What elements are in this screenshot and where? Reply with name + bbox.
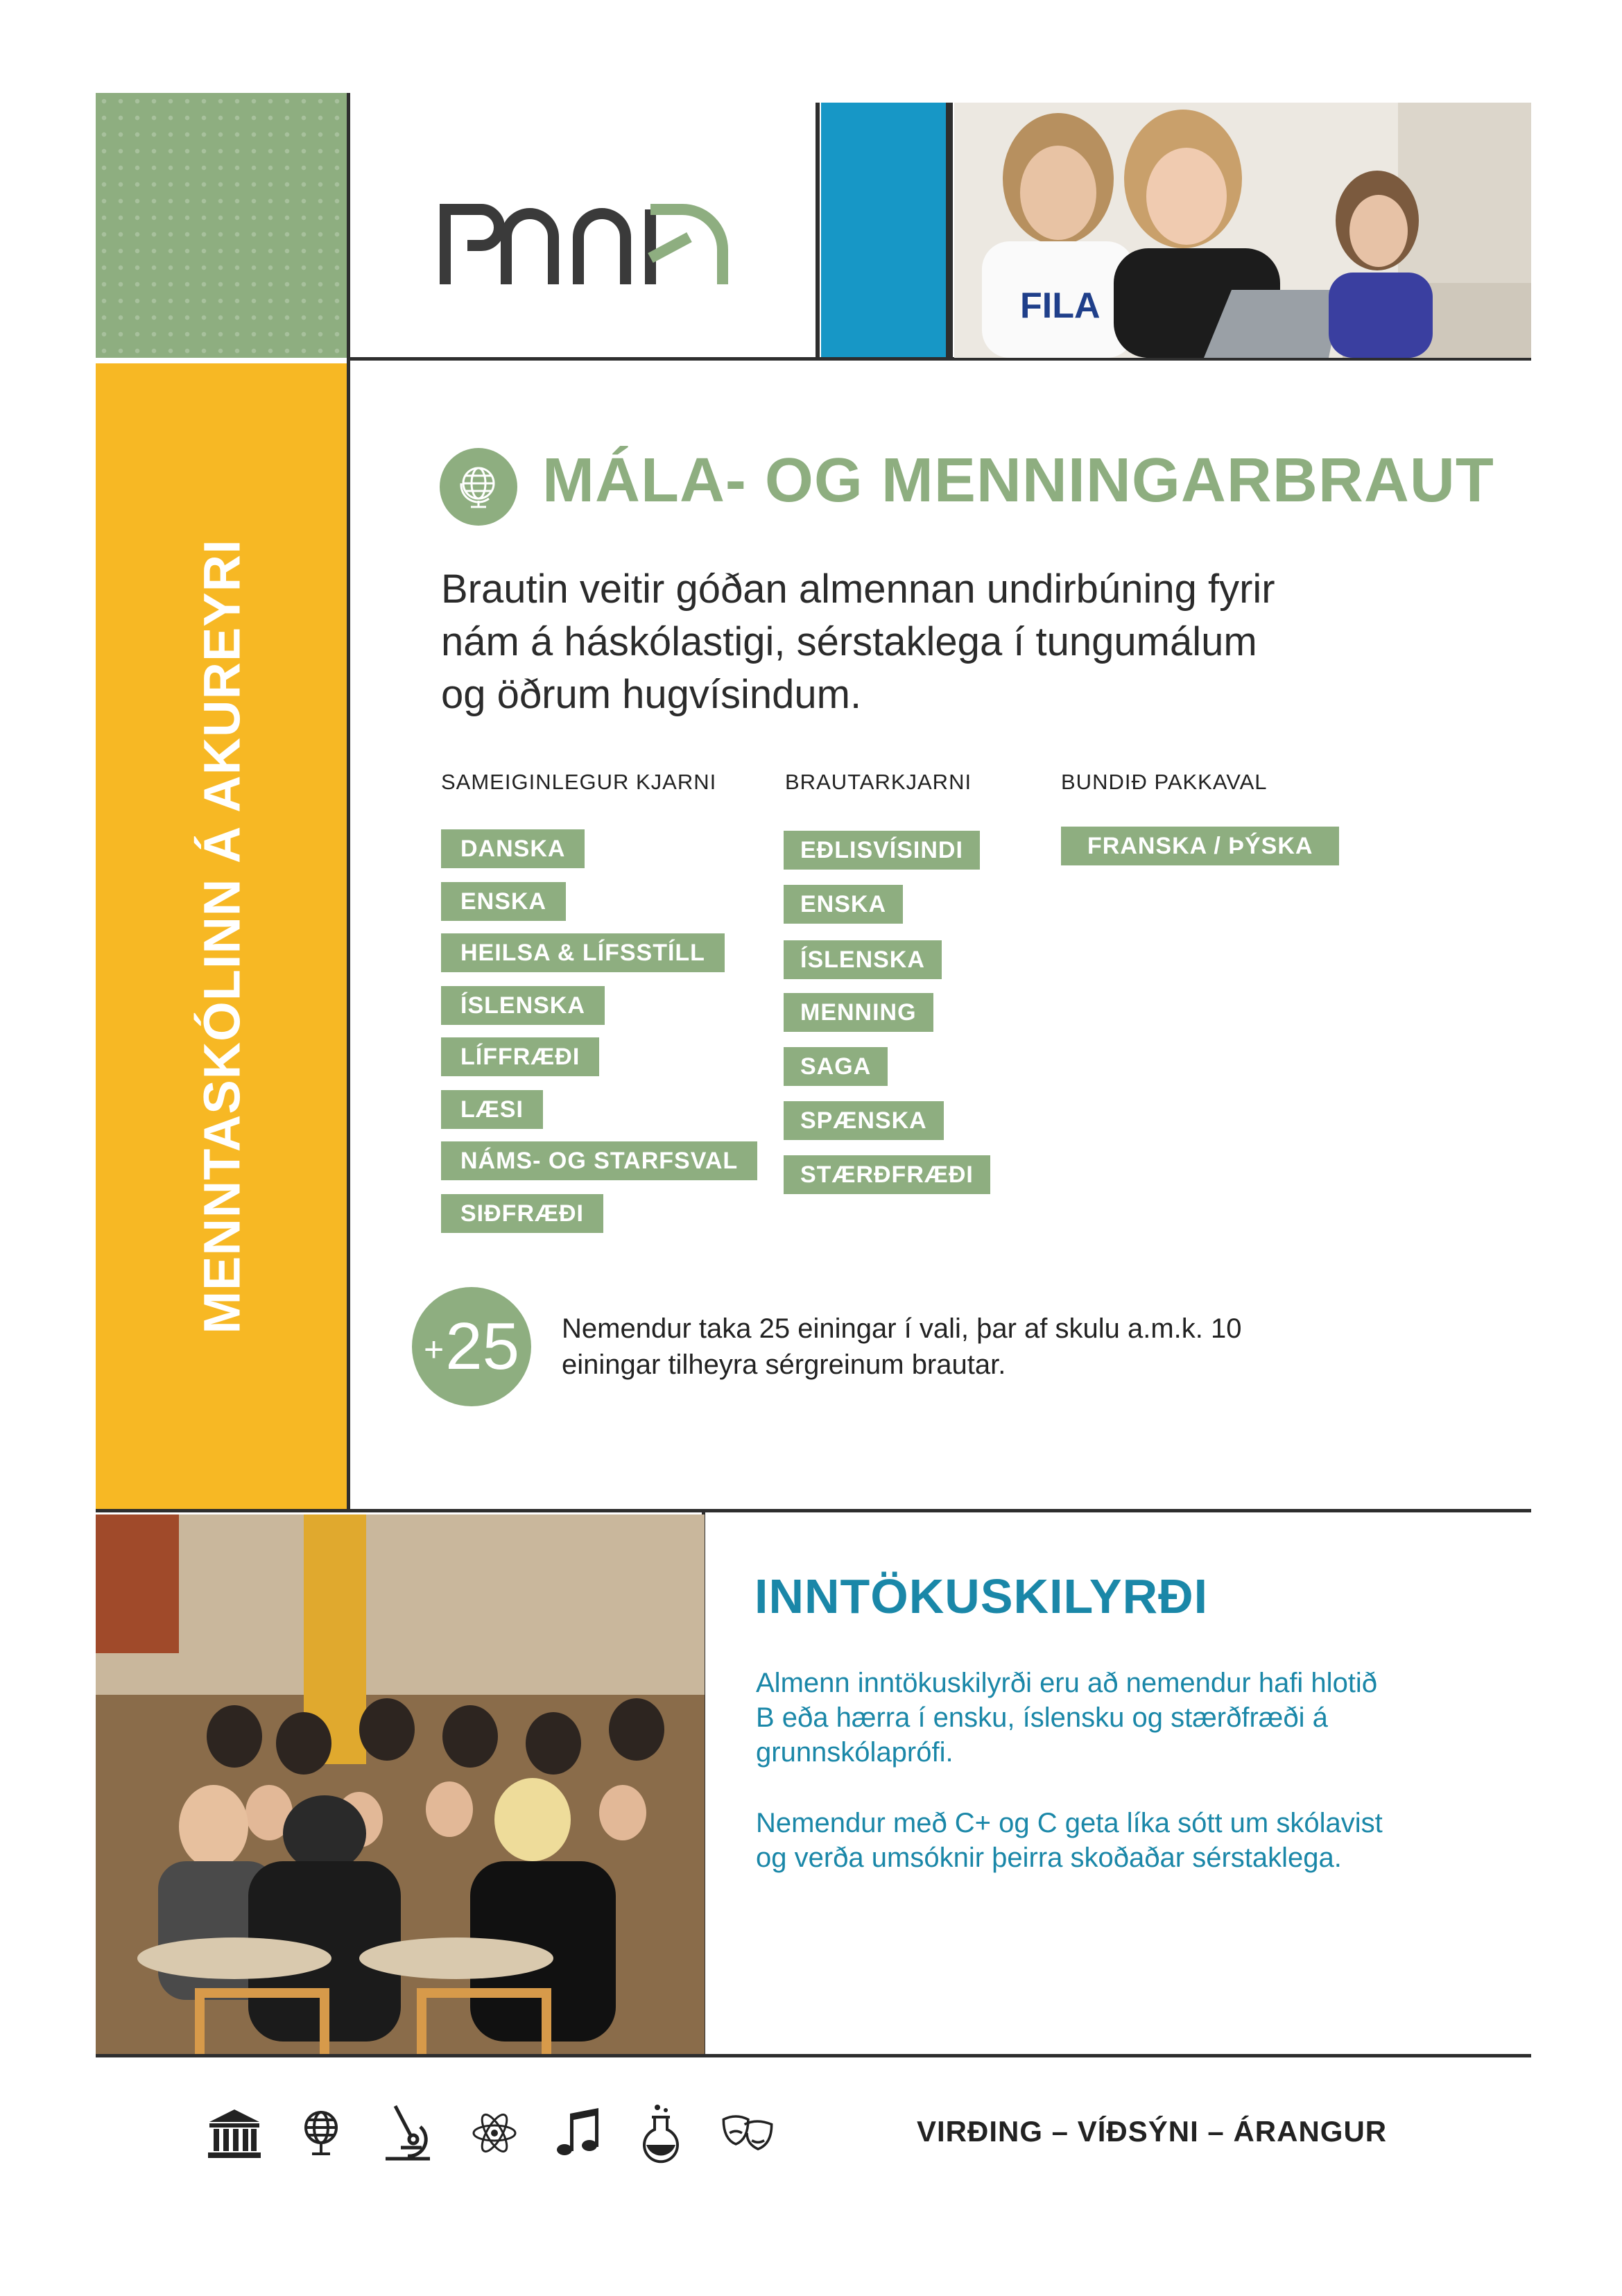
electives-badge xyxy=(412,1287,531,1406)
svg-text:FILA: FILA xyxy=(1020,286,1101,326)
admission-title: INNTÖKUSKILYRÐI xyxy=(754,1569,1209,1623)
course-tag: MENNING xyxy=(784,993,933,1032)
course-tag: ÍSLENSKA xyxy=(441,986,605,1025)
course-tag: DANSKA xyxy=(441,829,585,868)
course-tag: LÍFFRÆÐI xyxy=(441,1037,599,1076)
admission-line: grunnskólaprófi. xyxy=(756,1737,954,1768)
museum-icon xyxy=(207,2102,262,2164)
course-tag: EÐLISVÍSINDI xyxy=(784,831,980,870)
students-photo-bottom xyxy=(96,1514,705,2054)
column-heading-program-core: BRAUTARKJARNI xyxy=(785,770,972,794)
course-tag: HEILSA & LÍFSSTÍLL xyxy=(441,933,725,972)
course-tag: LÆSI xyxy=(441,1090,543,1129)
course-tag: NÁMS- OG STARFSVAL xyxy=(441,1141,757,1180)
footer-icons xyxy=(207,2098,775,2168)
green-dotted-block xyxy=(96,93,347,358)
intro-line: Brautin veitir góðan almennan undirbúning fyrir xyxy=(441,567,1275,612)
microscope-icon xyxy=(380,2102,435,2164)
admission-line: og verða umsóknir þeirra skoðaðar sérstaklega. xyxy=(756,1842,1342,1873)
program-title: MÁLA- OG MENNINGARBRAUT xyxy=(542,446,1494,515)
electives-note-line: einingar tilheyra sérgreinum brautar. xyxy=(562,1349,1006,1380)
school-name-vertical xyxy=(97,363,347,1509)
admission-line: Almenn inntökuskilyrði eru að nemendur hafi hlotið xyxy=(756,1668,1378,1698)
course-tag: ÍSLENSKA xyxy=(784,940,942,979)
electives-note-line: Nemendur taka 25 einingar í vali, þar af skulu a.m.k. 10 xyxy=(562,1313,1242,1344)
atom-icon xyxy=(470,2102,519,2164)
course-tag: SAGA xyxy=(784,1047,888,1086)
music-note-icon xyxy=(553,2102,602,2164)
column-heading-package: BUNDIÐ PAKKAVAL xyxy=(1061,770,1268,794)
admission-line: Nemendur með C+ og C geta líka sótt um skólavist xyxy=(756,1808,1383,1838)
frame-line-logo-right xyxy=(816,103,820,359)
course-tag: ENSKA xyxy=(441,882,566,921)
course-tag: SIÐFRÆÐI xyxy=(441,1194,603,1233)
school-motto: VIRÐING – VÍÐSÝNI – ÁRANGUR xyxy=(917,2115,1388,2148)
course-tag: ENSKA xyxy=(784,885,903,924)
frame-line-bottom xyxy=(96,2054,1531,2057)
admission-paragraph-1 xyxy=(756,1666,1491,1770)
intro-line: nám á háskólastigi, sérstaklega í tungumálum xyxy=(441,619,1257,664)
admission-paragraph-2 xyxy=(756,1806,1491,1875)
globe-icon xyxy=(297,2102,345,2164)
school-name: MENNTASKÓLINN Á AKUREYRI xyxy=(193,538,251,1334)
frame-line-middle xyxy=(96,1509,1531,1512)
course-tag: SPÆNSKA xyxy=(784,1101,944,1140)
admission-line: B eða hærra í ensku, íslensku og stærðfræði á xyxy=(756,1702,1328,1733)
electives-plus: + xyxy=(424,1330,445,1369)
course-tag: FRANSKA / ÞÝSKA xyxy=(1061,827,1339,865)
flask-icon xyxy=(637,2102,685,2164)
students-photo-top xyxy=(954,103,1531,358)
course-tag: STÆRÐFRÆÐI xyxy=(784,1155,990,1194)
theater-masks-icon xyxy=(720,2102,775,2164)
frame-line-photo-left xyxy=(946,103,953,359)
electives-units: 25 xyxy=(445,1309,519,1383)
ma-logo xyxy=(440,196,731,290)
electives-note xyxy=(562,1311,1394,1383)
frame-line-vertical-left xyxy=(347,93,350,1512)
blue-block xyxy=(821,103,946,358)
column-heading-core: SAMEIGINLEGUR KJARNI xyxy=(441,770,717,794)
program-intro xyxy=(441,563,1412,721)
globe-icon xyxy=(440,448,517,526)
intro-line: og öðrum hugvísindum. xyxy=(441,672,862,717)
